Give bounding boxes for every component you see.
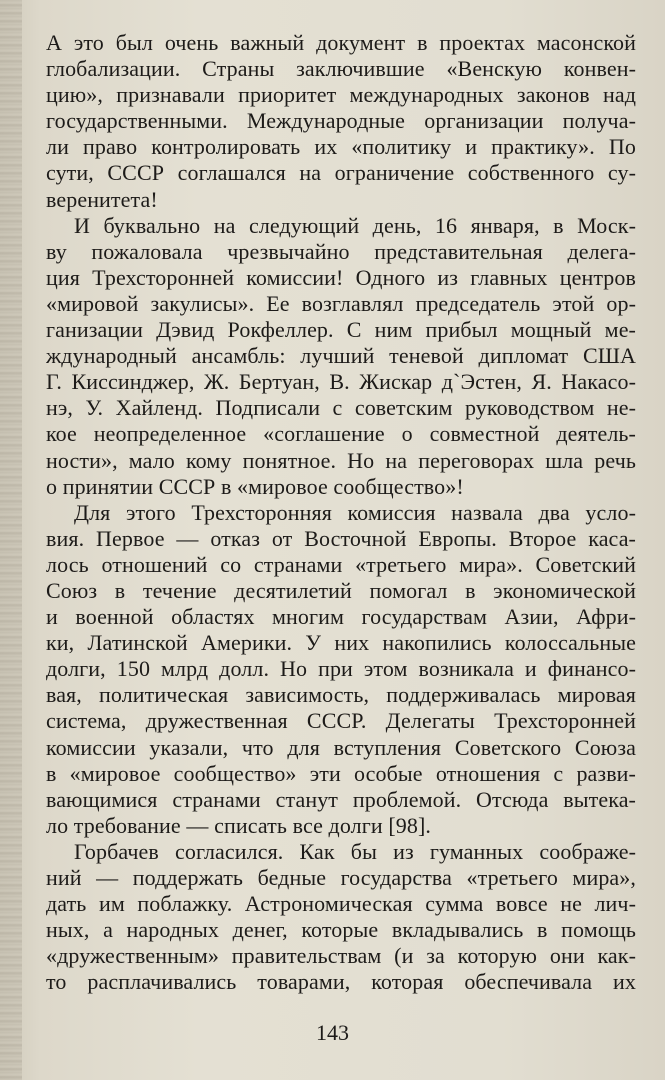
text-line: веренитета! — [46, 186, 158, 212]
text-line: вия. Первое — отказ от Восточной Европы. Второе каса- — [46, 525, 636, 551]
text-line: ности», мало кому понятное. Но на переговорах шла речь — [46, 447, 636, 473]
text-line: в «мировое сообщество» эти особые отношения с разви- — [46, 760, 636, 786]
text-line: ний — поддержать бедные государства «третьего мира», — [46, 865, 636, 890]
text-line: ция Трехсторонней комиссии! Одного из главных центров — [46, 264, 636, 290]
text-line: ганизации Дэвид Рокфеллер. С ним прибыл мощный ме- — [46, 317, 636, 343]
text-line: «дружественным» правительствам (и за которую они как- — [46, 943, 636, 969]
text-line: ву пожаловала чрезвычайно представительная делега- — [46, 238, 636, 264]
text-line: вающимися странами станут проблемой. Отсюда вытека- — [46, 786, 636, 812]
text-line: государственными. Международные организации получа- — [46, 108, 636, 134]
text-line: ли право контролировать их «политику и практику». По — [46, 134, 636, 160]
text-line: Г. Киссинджер, Ж. Бертуан, В. Жискар д`Эстен, Я. Накасо- — [46, 369, 636, 395]
text-line: и военной областях многим государствам Азии, Афри- — [46, 604, 636, 630]
text-line: то расплачивались товарами, которая обеспечивала их — [46, 969, 636, 995]
text-line: ных, а народных денег, которые вкладывались в помощь — [46, 917, 636, 943]
text-line: ждународный ансамбль: лучший теневой дипломат США — [46, 343, 636, 369]
text-line: лось отношений со странами «третьего мира». Советский — [46, 551, 636, 577]
text-line: комиссии указали, что для вступления Советского Союза — [46, 734, 636, 760]
text-line: Союз в течение десятилетий помогал в экономической — [46, 577, 636, 603]
paragraph — [46, 30, 636, 213]
text-line: ки, Латинской Америки. У них накопились колоссальные — [46, 630, 636, 656]
text-line: вая, политическая зависимость, поддерживалась мировая — [46, 682, 636, 708]
text-line: нэ, У. Хайленд. Подписали с советским руководством не- — [46, 395, 636, 421]
text-line: Горбачев согласился. Как бы из гуманных соображе- — [74, 838, 636, 864]
paragraph — [46, 213, 636, 500]
text-line: И буквально на следующий день, 16 января, в Моск- — [74, 212, 636, 238]
text-line: дать им поблажку. Астрономическая сумма вовсе не лич- — [46, 891, 636, 917]
text-line: о принятии СССР в «мировое сообщество»! — [46, 473, 464, 499]
text-line: система, дружественная СССР. Делегаты Трехсторонней — [46, 708, 636, 734]
text-line: Для этого Трехсторонняя комиссия назвала два усло- — [74, 499, 636, 525]
page-stack-edge — [0, 0, 22, 1080]
paragraph — [46, 839, 636, 996]
page-number: 143 — [316, 1020, 349, 1045]
text-line: глобализации. Страны заключившие «Венскую конвен- — [46, 56, 636, 82]
text-line: А это был очень важный документ в проектах масонской — [46, 30, 636, 55]
text-line: долги, 150 млрд долл. Но при этом возникала и финансо- — [46, 656, 636, 682]
body-text — [46, 30, 636, 995]
text-line: сути, СССР соглашался на ограничение собственного су- — [46, 160, 636, 186]
text-line: «мировой закулисы». Ее возглавлял председатель этой ор- — [46, 290, 636, 316]
text-line: ло требование — списать все долги [98]. — [46, 812, 431, 838]
paragraph — [46, 500, 636, 839]
text-line: цию», признавали приоритет международных законов над — [46, 82, 636, 108]
text-line: кое неопределенное «соглашение о совместной деятель- — [46, 421, 636, 447]
